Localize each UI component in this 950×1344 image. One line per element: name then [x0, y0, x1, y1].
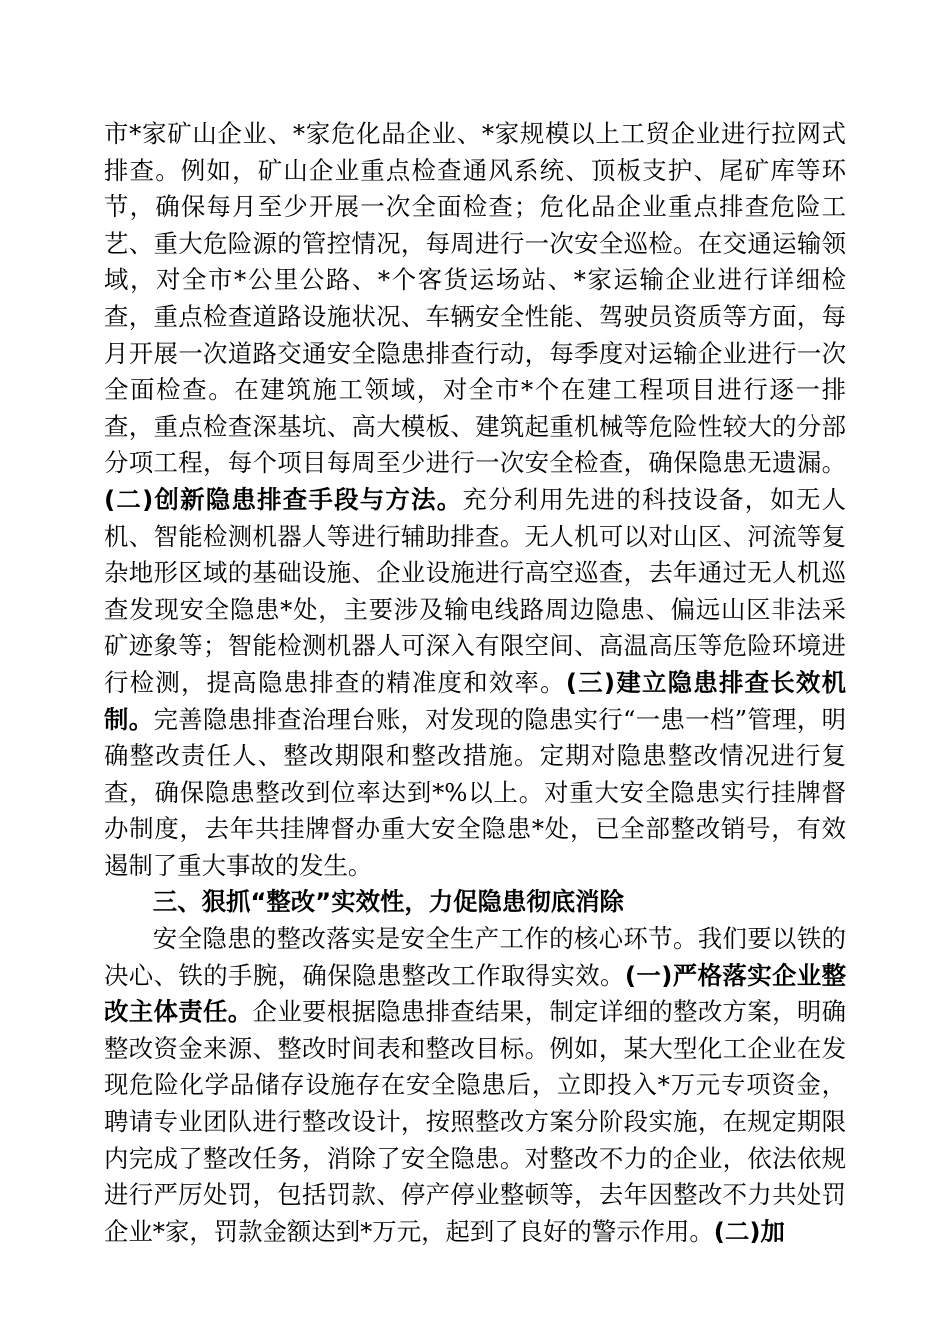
body-paragraph-1 [104, 116, 846, 884]
body-paragraph-2 [104, 921, 846, 1250]
subheading-inline: (一)严格落实企业整改主体责任。 [104, 960, 846, 1027]
paragraph-text: 市*家矿山企业、*家危化品企业、*家规模以上工贸企业进行拉网式排查。例如，矿山企业重点检查通风系统、顶板支护、尾矿库等环节，确保每月至少开展一次全面检查；危化品企业重点排查危险工艺、重大危险源的管控情况，每周进行一次安全巡检。在交通运输领域，对全市*公里公路、*个客货运场站、*家运输企业进行详细检查，重点检查道路设施状况、车辆安全性能、驾驶员资质等方面，每月开展一次道路交通安全隐患排查行动，每季度对运输企业进行一次全面检查。在建筑施工领域，对全市*个在建工程项目进行逐一排查，重点检查深基坑、高大模板、建筑起重机械等危险性较大的分部分项工程，每个项目每周至少进行一次安全检查，确保隐患无遗漏。 [104, 119, 846, 478]
document-page [104, 116, 846, 1250]
paragraph-text: 完善隐患排查治理台账，对发现的隐患实行“一患一档”管理，明确整改责任人、整改期限和整改措施。定期对隐患整改情况进行复查，确保隐患整改到位率达到*%以上。对重大安全隐患实行挂牌督办制度，去年共挂牌督办重大安全隐患*处，已全部整改销号，有效遏制了重大事故的发生。 [104, 704, 846, 880]
paragraph-text: 充分利用先进的科技设备，如无人机、智能检测机器人等进行辅助排查。无人机可以对山区、河流等复杂地形区域的基础设施、企业设施进行高空巡查，去年通过无人机巡查发现安全隐患*处，主要涉及输电线路周边隐患、偏远山区非法采矿迹象等；智能检测机器人可深入有限空间、高温高压等危险环境进行检测，提高隐患排查的精准度和效率。 [104, 484, 846, 697]
section-heading: 三、狠抓“整改”实效性，力促隐患彻底消除 [152, 887, 624, 917]
paragraph-text: 安全隐患的整改落实是安全生产工作的核心环节。我们要以铁的决心、铁的手腕，确保隐患整改工作取得实效。 [104, 924, 846, 990]
subheading-inline: (三)建立隐患排查长效机制。 [104, 667, 846, 734]
subheading-inline: (二)创新隐患排查手段与方法。 [104, 484, 463, 514]
subheading-inline: (二)加 [713, 1216, 785, 1246]
paragraph-text: 企业要根据隐患排查结果，制定详细的整改方案，明确整改资金来源、整改时间表和整改目标。例如，某大型化工企业在发现危险化学品储存设施存在安全隐患后，立即投入*万元专项资金，聘请专业团队进行整改设计，按照整改方案分阶段实施，在规定期限内完成了整改任务，消除了安全隐患。对整改不力的企业，依法依规进行严厉处罚，包括罚款、停产停业整顿等，去年因整改不力共处罚企业*家，罚款金额达到*万元，起到了良好的警示作用。 [104, 997, 846, 1246]
